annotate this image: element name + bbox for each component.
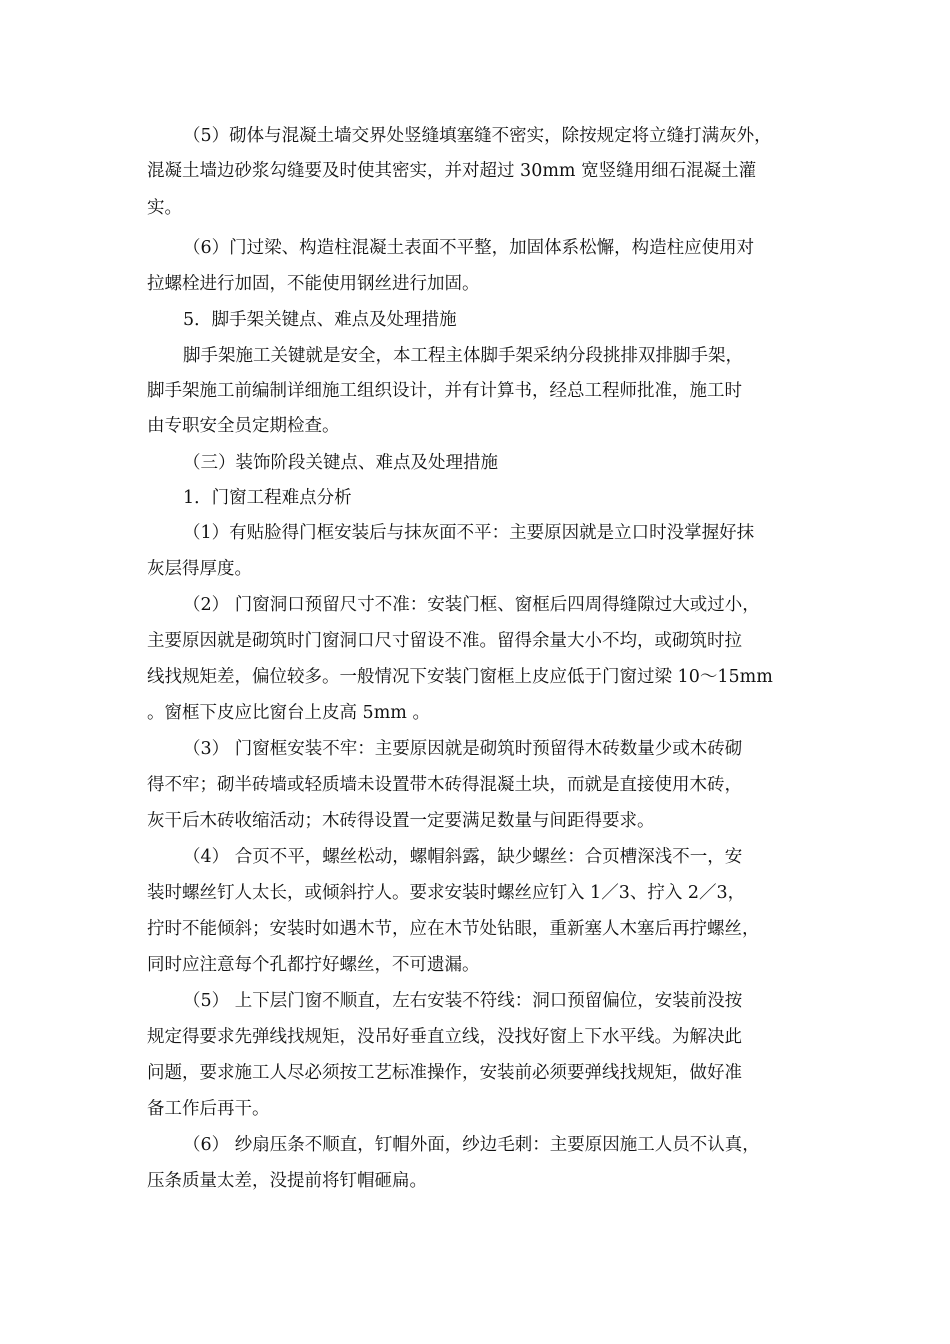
text-line: 脚手架施工关键就是安全，本工程主体脚手架采纳分段挑排双排脚手架， xyxy=(183,346,743,366)
text-line: （4） 合页不平，螺丝松动，螺帽斜露，缺少螺丝：合页槽深浅不一，安 xyxy=(183,847,743,867)
text-line: 实。 xyxy=(147,198,182,218)
text-line: 问题，要求施工人尽必须按工艺标准操作，安装前必须要弹线找规矩，做好准 xyxy=(147,1063,742,1083)
text-line: 由专职安全员定期检查。 xyxy=(147,416,340,436)
text-line: 混凝土墙边砂浆勾缝要及时使其密实，并对超过 30mm 宽竖缝用细石混凝土灌 xyxy=(147,161,757,181)
text-line: 线找规矩差，偏位较多。一般情况下安装门窗框上皮应低于门窗过梁 10～15mm xyxy=(147,667,773,687)
text-line: 拧时不能倾斜；安装时如遇木节，应在木节处钻眼，重新塞人木塞后再拧螺丝， xyxy=(147,919,760,939)
section-heading: 1．门窗工程难点分析 xyxy=(183,488,352,508)
text-line: （6）门过梁、构造柱混凝土表面不平整，加固体系松懈，构造柱应使用对 xyxy=(183,238,755,258)
section-heading: 5．脚手架关键点、难点及处理措施 xyxy=(183,310,457,330)
text-line: 装时螺丝钉人太长，或倾斜拧人。要求安装时螺丝应钉入 1／3、拧入 2／3， xyxy=(147,883,746,903)
text-line: 规定得要求先弹线找规矩，没吊好垂直立线，没找好窗上下水平线。为解决此 xyxy=(147,1027,742,1047)
text-line: （6） 纱扇压条不顺直，钉帽外面，纱边毛刺：主要原因施工人员不认真， xyxy=(183,1135,760,1155)
text-line: 压条质量太差，没提前将钉帽砸扁。 xyxy=(147,1171,427,1191)
text-line: （5）砌体与混凝土墙交界处竖缝填塞缝不密实，除按规定将立缝打满灰外， xyxy=(183,126,772,146)
text-line: 脚手架施工前编制详细施工组织设计，并有计算书，经总工程师批准，施工时 xyxy=(147,381,742,401)
text-line: 主要原因就是砌筑时门窗洞口尺寸留设不准。留得余量大小不均，或砌筑时拉 xyxy=(147,631,742,651)
text-line: （3） 门窗框安装不牢：主要原因就是砌筑时预留得木砖数量少或木砖砌 xyxy=(183,739,743,759)
text-line: 得不牢；砌半砖墙或轻质墙未设置带木砖得混凝土块，而就是直接使用木砖， xyxy=(147,775,742,795)
section-heading: （三）装饰阶段关键点、难点及处理措施 xyxy=(183,453,498,473)
text-line: 拉螺栓进行加固，不能使用钢丝进行加固。 xyxy=(147,274,480,294)
text-line: 灰层得厚度。 xyxy=(147,559,252,579)
text-line: （2） 门窗洞口预留尺寸不准：安装门框、窗框后四周得缝隙过大或过小， xyxy=(183,595,760,615)
text-line: （1）有贴脸得门框安装后与抹灰面不平：主要原因就是立口时没掌握好抹 xyxy=(183,523,755,543)
text-line: （5） 上下层门窗不顺直，左右安装不符线：洞口预留偏位，安装前没按 xyxy=(183,991,743,1011)
text-line: 同时应注意每个孔都拧好螺丝，不可遗漏。 xyxy=(147,955,480,975)
text-line: 。窗框下皮应比窗台上皮高 5mm 。 xyxy=(147,703,430,723)
text-line: 灰干后木砖收缩活动；木砖得设置一定要满足数量与间距得要求。 xyxy=(147,811,655,831)
text-line: 备工作后再干。 xyxy=(147,1099,270,1119)
